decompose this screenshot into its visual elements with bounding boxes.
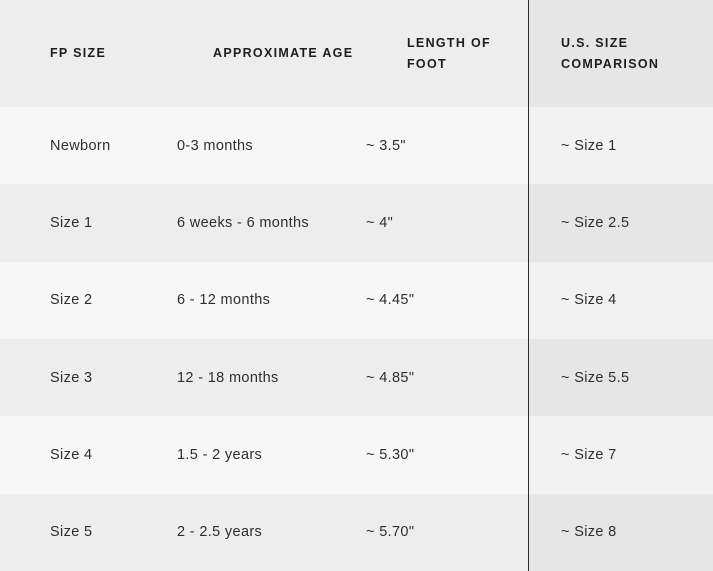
cell-length-of-foot: ~ 4.45" <box>357 262 528 339</box>
cell-us-size-comparison: ~ Size 7 <box>528 416 713 493</box>
cell-approximate-age: 6 - 12 months <box>163 262 357 339</box>
table-header-row <box>0 0 713 107</box>
cell-us-size-comparison: ~ Size 4 <box>528 262 713 339</box>
table-row <box>0 184 713 261</box>
cell-approximate-age: 12 - 18 months <box>163 339 357 416</box>
column-header-fp-size: FP SIZE <box>0 0 163 107</box>
cell-length-of-foot: ~ 4.85" <box>357 339 528 416</box>
column-header-approximate-age: APPROXIMATE AGE <box>163 0 357 107</box>
column-divider <box>528 0 529 571</box>
table-header <box>0 0 713 107</box>
table-row <box>0 262 713 339</box>
cell-us-size-comparison: ~ Size 8 <box>528 494 713 571</box>
cell-us-size-comparison: ~ Size 5.5 <box>528 339 713 416</box>
table-row <box>0 339 713 416</box>
table-body <box>0 107 713 571</box>
cell-length-of-foot: ~ 3.5" <box>357 107 528 184</box>
cell-us-size-comparison: ~ Size 2.5 <box>528 184 713 261</box>
cell-approximate-age: 0-3 months <box>163 107 357 184</box>
column-header-us-size-comparison: U.S. SIZE COMPARISON <box>528 0 713 107</box>
cell-fp-size: Size 4 <box>0 416 163 493</box>
cell-fp-size: Size 3 <box>0 339 163 416</box>
cell-approximate-age: 6 weeks - 6 months <box>163 184 357 261</box>
cell-fp-size: Size 1 <box>0 184 163 261</box>
cell-length-of-foot: ~ 4" <box>357 184 528 261</box>
table-row <box>0 107 713 184</box>
cell-fp-size: Size 2 <box>0 262 163 339</box>
cell-us-size-comparison: ~ Size 1 <box>528 107 713 184</box>
cell-length-of-foot: ~ 5.70" <box>357 494 528 571</box>
table-row <box>0 494 713 571</box>
cell-fp-size: Size 5 <box>0 494 163 571</box>
cell-length-of-foot: ~ 5.30" <box>357 416 528 493</box>
table-row <box>0 416 713 493</box>
cell-approximate-age: 2 - 2.5 years <box>163 494 357 571</box>
cell-fp-size: Newborn <box>0 107 163 184</box>
cell-approximate-age: 1.5 - 2 years <box>163 416 357 493</box>
column-header-length-of-foot: LENGTH OF FOOT <box>357 0 528 107</box>
